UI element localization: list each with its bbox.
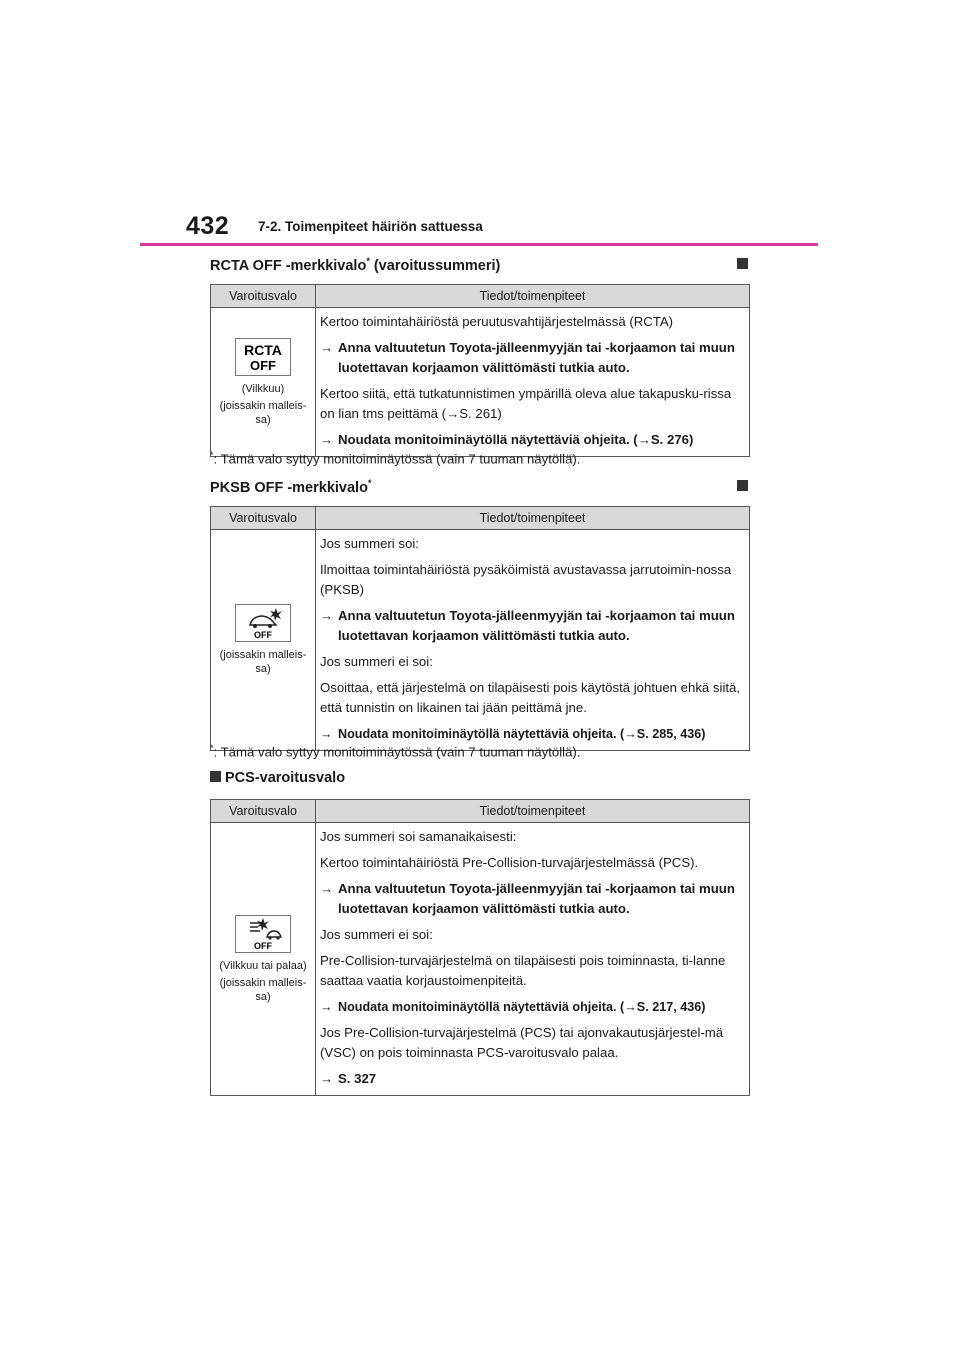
square-bullet-icon [737,480,748,491]
col-header-light: Varoitusvalo [211,507,316,530]
info-text: Jos summeri soi samanaikaisesti: [320,829,517,844]
rcta-off-icon [235,338,291,376]
info-text: Jos summeri ei soi: [320,654,433,669]
action-item: → S. 327 [320,1071,377,1086]
info-text: Kertoo toimintahäiriöstä peruutusvahtijärjestelmässä (RCTA) [320,314,674,329]
pksb-off-icon [235,604,291,642]
rcta-section-title: RCTA OFF -merkkivalo* (varoitussummeri) [210,256,750,274]
icon-caption: (joissakin malleis-sa) [219,976,307,1003]
action-item: → Anna valtuutetun Toyota-jälleenmyyjän tai -korjaamon tai muun luotettavan korjaamon välittömästi tutkia auto. [320,608,735,643]
square-bullet-icon [737,258,748,269]
icon-caption: (Vilkkuu tai palaa) [219,959,307,972]
info-text: Osoittaa, että järjestelmä on tilapäisesti pois käytöstä johtuen ehkä siitä, että tunnistin on likainen tai jään peittämä jne. [320,680,741,715]
pksb-section-title: PKSB OFF -merkkivalo* [210,478,750,496]
chapter-title: 7-2. Toimenpiteet häiriön sattuessa [258,219,483,234]
info-text: Jos summeri soi: [320,536,419,551]
info-text: Kertoo toimintahäiriöstä Pre-Collision-turvajärjestelmässä (PCS). [320,855,699,870]
info-text: Jos Pre-Collision-turvajärjestelmä (PCS) tai ajonvakautusjärjestel-mä (VSC) on pois toiminnasta PCS-varoitusvalo palaa. [320,1025,724,1060]
info-cell [316,308,750,457]
icon-cell [211,308,316,457]
info-text: Kertoo siitä, että tutkatunnistimen ympärillä oleva alue takapusku-rissa on lian tms peittämä (→S. 261) [320,386,732,421]
info-cell [316,530,750,751]
page-number: 432 [186,212,230,240]
pcs-section-title: PCS-varoitusvalo [210,770,750,786]
icon-caption: (joissakin malleis-sa) [219,649,307,675]
col-header-light: Varoitusvalo [211,285,316,308]
col-header-light: Varoitusvalo [211,800,316,823]
pksb-footnote: *: Tämä valo syttyy monitoiminäytössä (vain 7 tuuman näytöllä). [210,743,581,760]
action-item: → Anna valtuutetun Toyota-jälleenmyyjän tai -korjaamon tai muun luotettavan korjaamon välittömästi tutkia auto. [320,881,735,916]
pcs-table [210,799,750,1096]
info-cell [316,823,750,1096]
svg-text:RCTA: RCTA [244,341,282,358]
svg-text:OFF: OFF [250,357,276,373]
col-header-info: Tiedot/toimenpiteet [316,507,750,530]
svg-text:OFF: OFF [254,630,272,640]
action-item: → Noudata monitoiminäytöllä näytettäviä ohjeita. (→S. 285, 436) [320,727,706,741]
icon-caption: (joissakin malleis-sa) [219,399,307,426]
svg-text:OFF: OFF [254,940,272,951]
header-rule [140,243,818,246]
col-header-info: Tiedot/toimenpiteet [316,800,750,823]
icon-cell [211,823,316,1096]
action-item: → Anna valtuutetun Toyota-jälleenmyyjän tai -korjaamon tai muun luotettavan korjaamon välittömästi tutkia auto. [320,340,735,375]
action-item: → Noudata monitoiminäytöllä näytettäviä ohjeita. (→S. 276) [320,432,694,447]
icon-cell [211,530,316,751]
pksb-table [210,506,750,751]
info-text: Ilmoittaa toimintahäiriöstä pysäköimistä avustavassa jarrutoimin-nossa (PKSB) [320,562,732,597]
pcs-off-icon [235,915,291,953]
info-text: Jos summeri ei soi: [320,927,433,942]
rcta-footnote: *: Tämä valo syttyy monitoiminäytössä (vain 7 tuuman näytöllä). [210,450,581,467]
info-text: Pre-Collision-turvajärjestelmä on tilapäisesti pois toiminnasta, ti-lanne saattaa vaatia korjaustoimenpiteitä. [320,953,726,988]
col-header-info: Tiedot/toimenpiteet [316,285,750,308]
icon-caption: (Vilkkuu) [241,382,285,395]
square-bullet-icon [210,771,221,782]
rcta-table [210,284,750,457]
action-item: → Noudata monitoiminäytöllä näytettäviä ohjeita. (→S. 217, 436) [320,1000,706,1014]
